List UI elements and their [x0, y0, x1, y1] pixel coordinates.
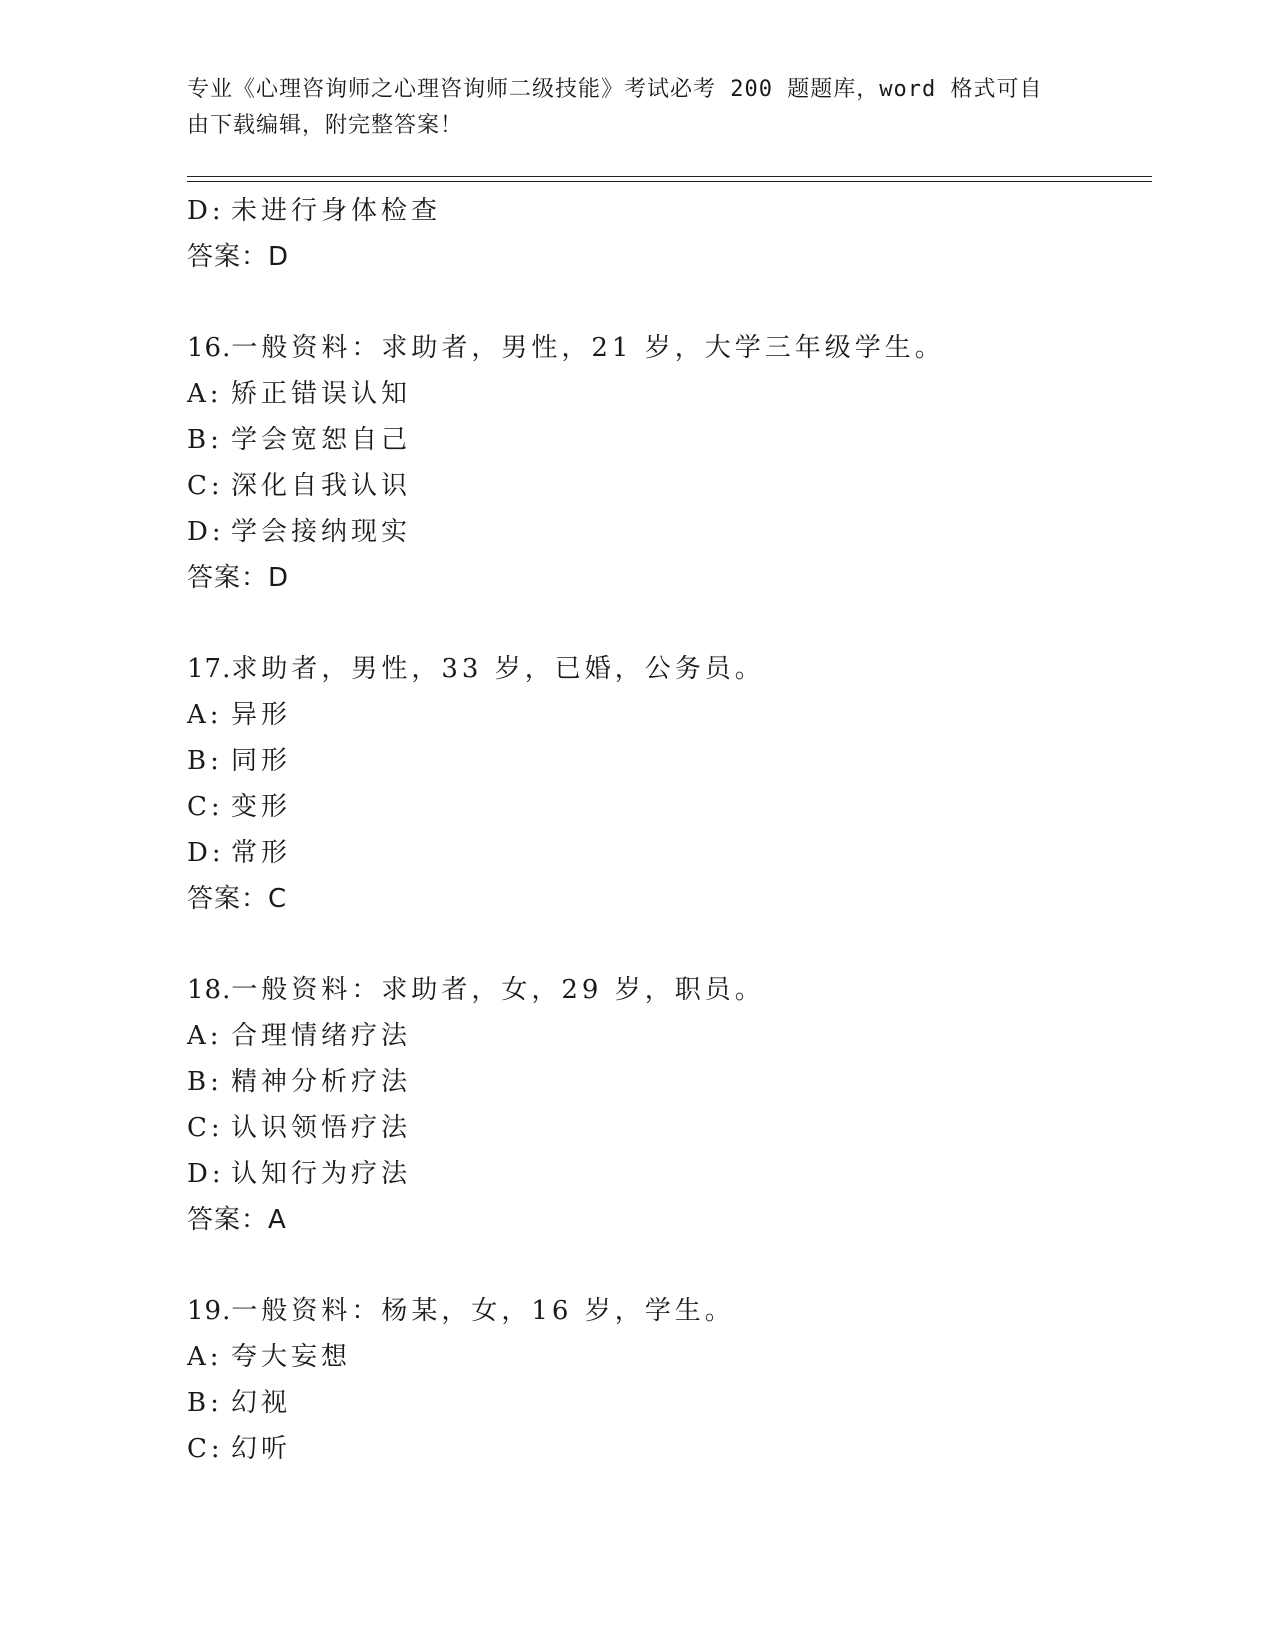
option-c [187, 1105, 1152, 1151]
question-text: 一般资料：杨某，女，16 岁，学生。 [231, 1296, 735, 1326]
option-text: 精神分析疗法 [231, 1067, 412, 1097]
question-number: 16. [187, 333, 232, 363]
option-text: 同形 [231, 746, 292, 776]
option-letter: A: [187, 1021, 223, 1051]
question-number: 17. [187, 654, 232, 684]
option-a [187, 1334, 1152, 1380]
option-text: 未进行身体检查 [231, 196, 442, 226]
answer-line: 答案：C [187, 884, 288, 914]
option-c [187, 463, 1152, 509]
option-letter: D: [187, 517, 225, 547]
option-text: 夸大妄想 [231, 1342, 352, 1372]
answer-line: 答案：D [187, 242, 290, 272]
option-d [187, 509, 1152, 555]
option-letter: A: [187, 379, 223, 409]
option-b [187, 738, 1152, 784]
question-number: 19. [187, 1296, 232, 1326]
option-b [187, 417, 1152, 463]
option-letter: C: [187, 1434, 224, 1464]
option-a [187, 692, 1152, 738]
option-text: 异形 [231, 700, 292, 730]
question-stem [187, 325, 1152, 371]
option-text: 变形 [231, 792, 292, 822]
question-stem [187, 967, 1152, 1013]
option-b [187, 1059, 1152, 1105]
option-a [187, 371, 1152, 417]
option-letter: D: [187, 1159, 225, 1189]
option-letter: A: [187, 700, 223, 730]
option-d [187, 188, 1152, 234]
page-header [187, 72, 1077, 144]
option-letter: B: [187, 425, 223, 455]
option-b [187, 1380, 1152, 1426]
option-text: 认识领悟疗法 [231, 1113, 412, 1143]
option-text: 矫正错误认知 [231, 379, 412, 409]
option-letter: C: [187, 792, 224, 822]
question-stem [187, 1288, 1152, 1334]
option-text: 学会接纳现实 [231, 517, 412, 547]
option-letter: B: [187, 746, 223, 776]
option-d [187, 830, 1152, 876]
option-text: 合理情绪疗法 [231, 1021, 412, 1051]
option-c [187, 1426, 1152, 1472]
option-text: 深化自我认识 [231, 471, 412, 501]
answer-line: 答案：A [187, 1205, 287, 1235]
question-list [187, 188, 1152, 1472]
option-c [187, 784, 1152, 830]
answer-line: 答案：D [187, 563, 290, 593]
option-d [187, 1151, 1152, 1197]
option-letter: B: [187, 1067, 223, 1097]
option-text: 认知行为疗法 [231, 1159, 412, 1189]
option-letter: C: [187, 471, 224, 501]
question-number: 18. [187, 975, 232, 1005]
option-text: 学会宽恕自己 [231, 425, 412, 455]
question-text: 一般资料：求助者，男性，21 岁，大学三年级学生。 [231, 333, 945, 363]
question-text: 一般资料：求助者，女，29 岁，职员。 [231, 975, 765, 1005]
option-a [187, 1013, 1152, 1059]
option-text: 常形 [231, 838, 292, 868]
header-title-line-1: 专业《心理咨询师之心理咨询师二级技能》考试必考 200 题题库，word 格式可自 [187, 77, 1043, 102]
header-double-rule [187, 176, 1152, 182]
option-text: 幻视 [231, 1388, 292, 1418]
question-stem [187, 646, 1152, 692]
option-letter: A: [187, 1342, 223, 1372]
option-letter: D: [187, 196, 225, 226]
option-letter: B: [187, 1388, 223, 1418]
header-title-line-2: 由下载编辑，附完整答案！ [187, 113, 464, 138]
option-text: 幻听 [231, 1434, 292, 1464]
option-letter: D: [187, 838, 225, 868]
option-letter: C: [187, 1113, 224, 1143]
question-text: 求助者，男性，33 岁，已婚，公务员。 [231, 654, 765, 684]
